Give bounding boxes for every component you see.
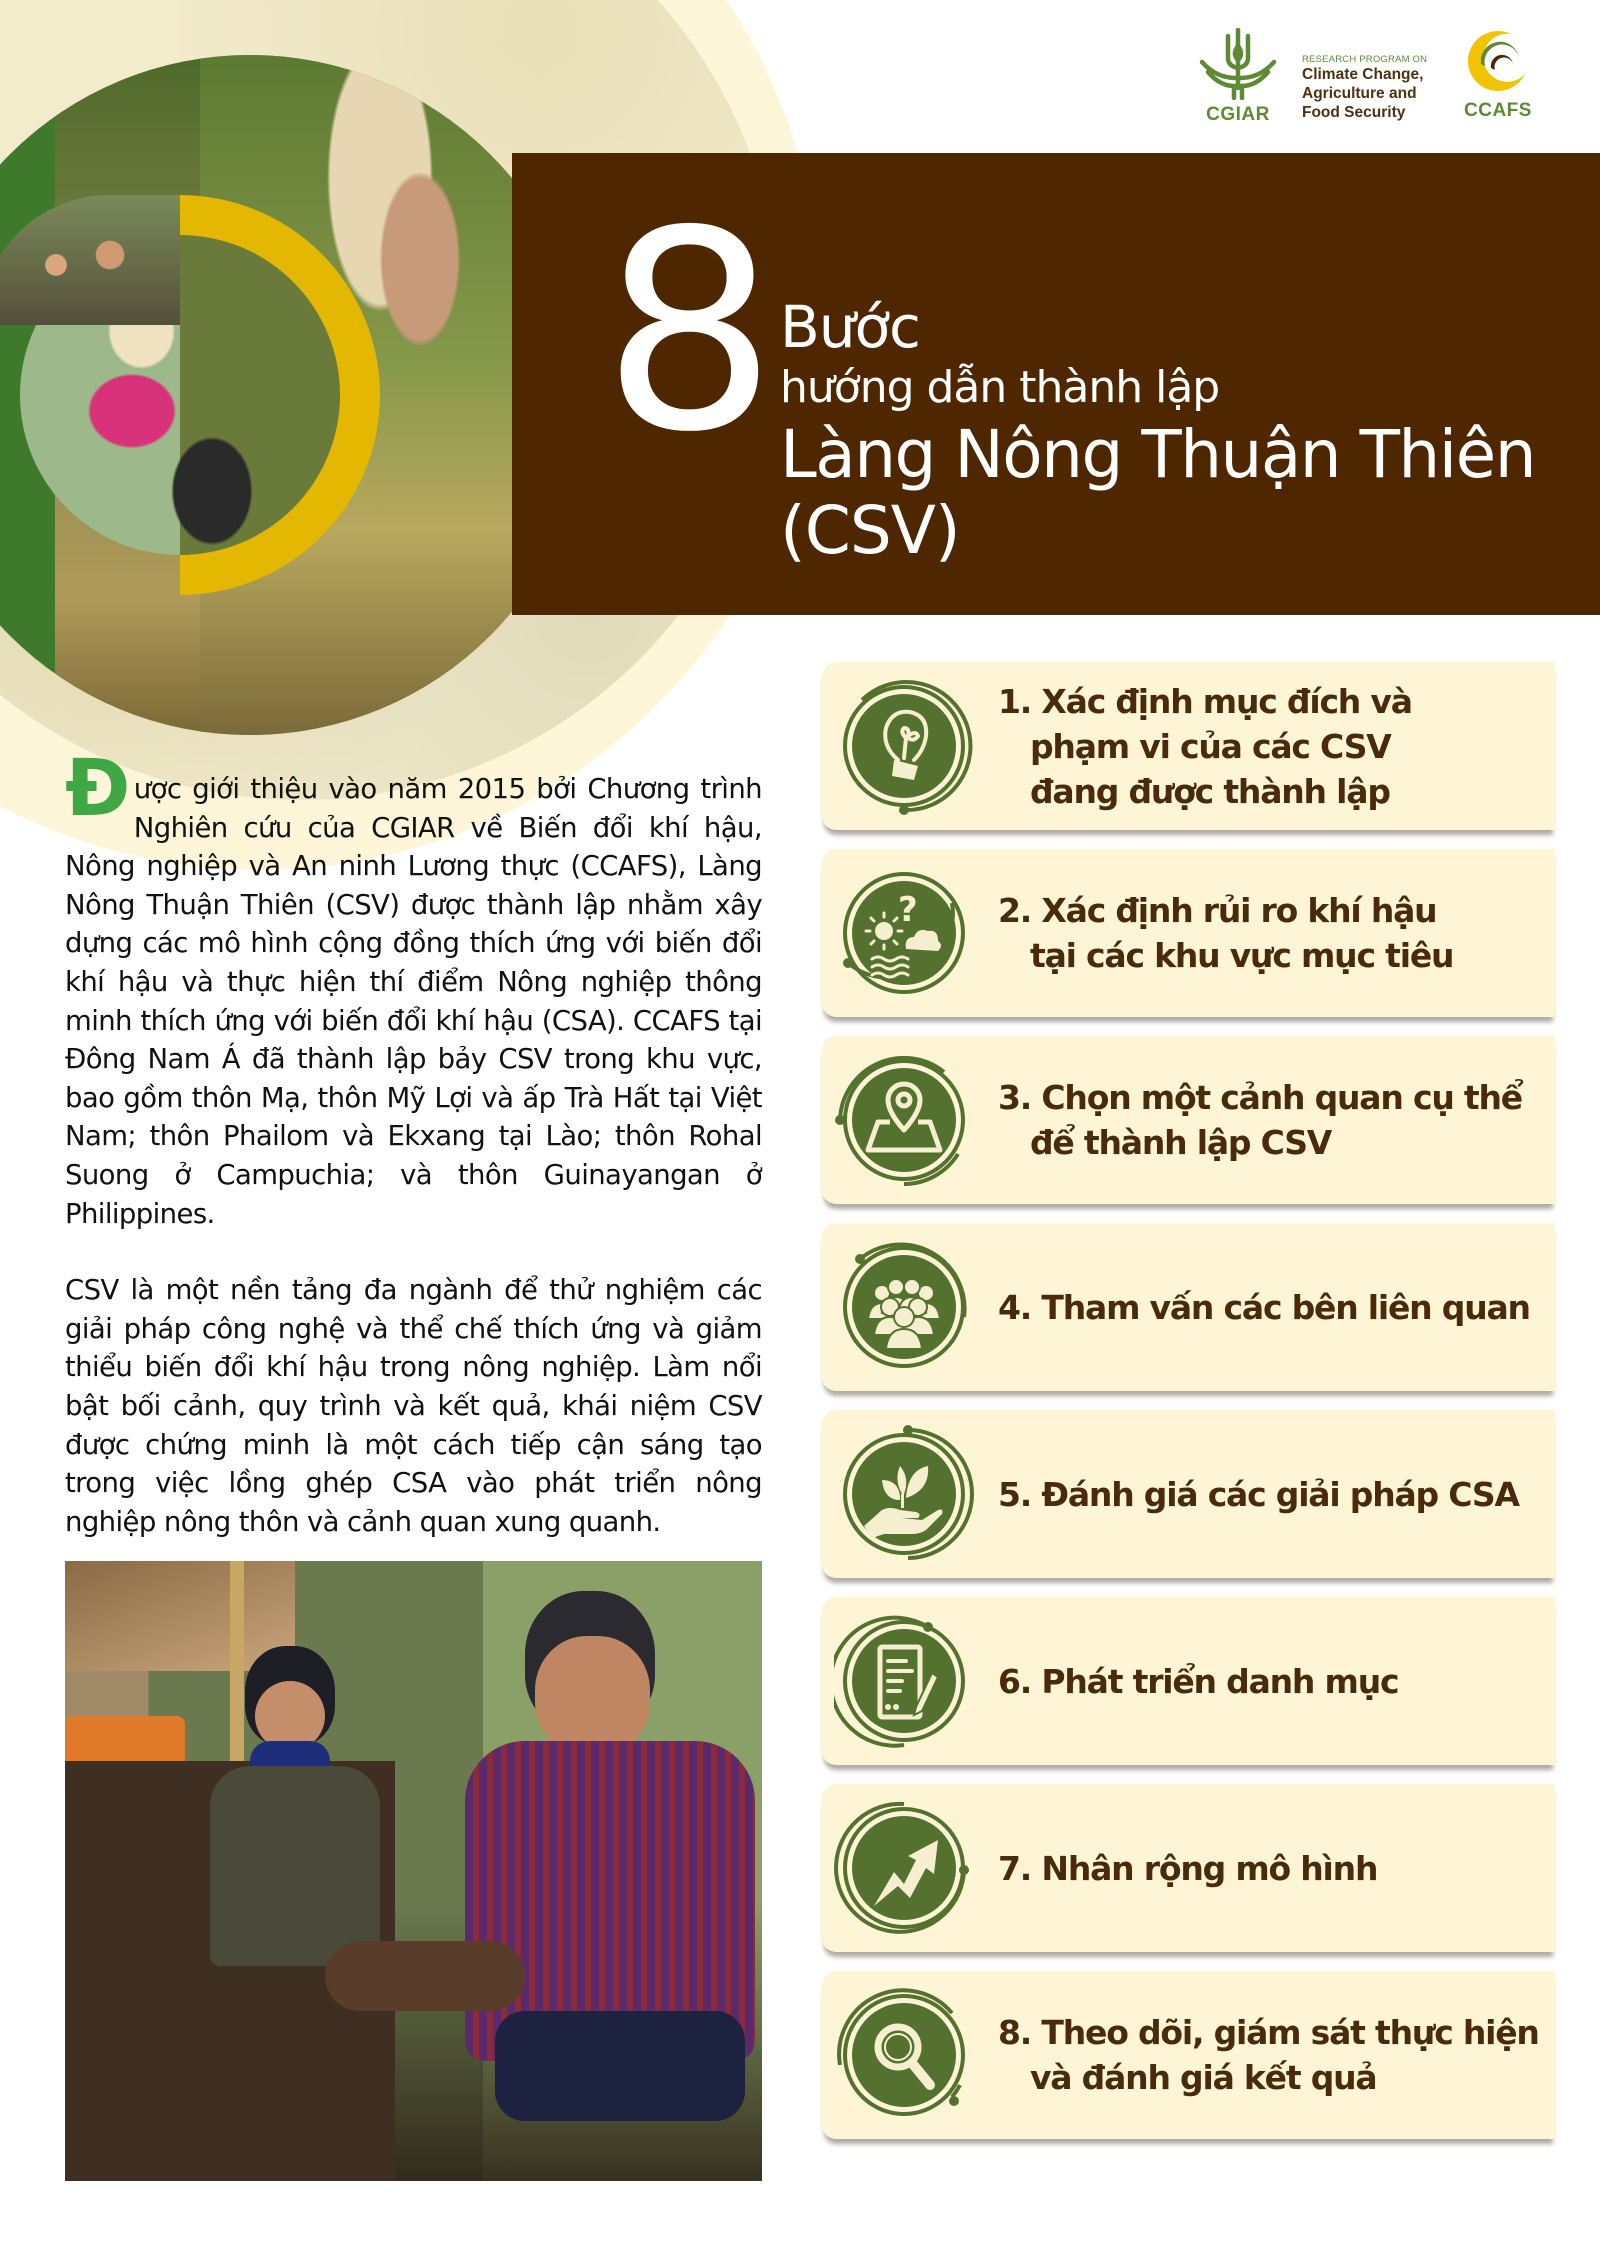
step-2-number: 2. [998, 891, 1032, 930]
farmers-compost-photo [65, 1561, 762, 2181]
step-8-line-2: và đánh giá kết quả [1030, 2058, 1377, 2097]
map-pin-icon [834, 1050, 974, 1190]
program-line-2: Agriculture and [1302, 85, 1417, 102]
step-3-label [998, 1075, 1545, 1165]
program-line-3: Food Security [1302, 104, 1406, 121]
people-group-icon [834, 1237, 974, 1377]
step-3-line-1: Chọn một cảnh quan cụ thể [1041, 1078, 1522, 1117]
photo-collage-circle [0, 55, 590, 735]
magnifier-icon [834, 1985, 974, 2125]
step-2-line-1: Xác định rủi ro khí hậu [1041, 891, 1437, 930]
photo-woman-jacket [210, 1766, 380, 1966]
step-8-line-1: Theo dõi, giám sát thực hiện [1041, 2013, 1539, 2052]
lightbulb-icon [834, 676, 974, 816]
step-4-label [998, 1285, 1545, 1330]
cgiar-logo [1192, 28, 1284, 126]
program-subtitle: RESEARCH PROGRAM ON [1302, 54, 1428, 65]
step-3-number: 3. [998, 1078, 1032, 1117]
plant-in-hand-icon [834, 1424, 974, 1564]
intro-paragraph-2: CSV là một nền tảng đa ngành để thử nghiệm các giải pháp công nghệ và thể chế thích ứng và giảm thiểu biến đổi khí hậu trong nông nghiệp. Làm nổi bật bối cảnh, quy trình và kết quả, khái niệm CSV được chứng minh là một cách tiếp cận sáng tạo trong việc lồng ghép CSA vào phát triển nông nghiệp nông thôn và cảnh quan xung quanh. [65, 1274, 762, 1538]
step-5-line-1: Đánh giá các giải pháp CSA [1041, 1474, 1519, 1514]
climate-risk-icon [834, 863, 974, 1003]
step-card-2 [822, 849, 1555, 1017]
ccafs-crescent-icon [1463, 28, 1533, 98]
step-8-label [998, 2010, 1545, 2100]
research-program-label [1302, 54, 1462, 122]
step-1-line-3: đang được thành lập [1030, 771, 1390, 811]
step-1-label [998, 679, 1545, 814]
step-4-number: 4. [998, 1287, 1032, 1327]
step-3-line-2: để thành lập CSV [1030, 1123, 1332, 1162]
title-number: 8 [602, 172, 772, 492]
title-line-village: Làng Nông Thuận Thiên [780, 416, 1536, 493]
step-card-8 [822, 1971, 1555, 2139]
step-4-line-1: Tham vấn các bên liên quan [1041, 1287, 1530, 1327]
title-line-guide: hướng dẫn thành lập [780, 362, 1220, 413]
step-5-label [998, 1472, 1545, 1517]
step-1-line-1: Xác định mục đích và [1041, 681, 1412, 721]
svg-text:?: ? [898, 890, 918, 930]
photo-man-trousers [495, 2011, 745, 2121]
step-7-line-1: Nhân rộng mô hình [1041, 1848, 1378, 1888]
step-7-number: 7. [998, 1848, 1032, 1888]
dropcap-letter: Đ [65, 744, 130, 834]
ccafs-name: CCAFS [1464, 100, 1532, 121]
title-text [780, 295, 1535, 569]
step-6-number: 6. [998, 1661, 1032, 1701]
step-8-number: 8. [998, 2013, 1032, 2052]
step-card-1 [822, 662, 1555, 830]
step-card-6 [822, 1597, 1555, 1765]
title-banner [512, 153, 1600, 615]
step-5-number: 5. [998, 1474, 1032, 1514]
step-7-label [998, 1846, 1545, 1891]
title-line-steps: Bước [780, 293, 920, 361]
collage-photo-compost [0, 195, 180, 325]
growth-arrow-icon [834, 1798, 974, 1938]
intro-paragraph-1-text: ược giới thiệu vào năm 2015 bởi Chương trình Nghiên cứu của CGIAR về Biến đổi khí hậu, Nông nghiệp và An ninh Lương thực (CCAFS), Làng Nông Thuận Thiên (CSV) được thành lập nhằm xây dựng các mô hình cộng đồng thích ứng với biến đổi khí hậu và thực hiện thí điểm Nông nghiệp thông minh thích ứng với biến đổi khí hậu (CSA). CCAFS tại Đông Nam Á đã thành lập bảy CSV trong khu vực, bao gồm thôn Mạ, thôn Mỹ Lợi và ấp Trà Hất tại Việt Nam; thôn Phailom và Ekxang tại Lào; thôn Rohal Suong ở Campuchia; và thôn Guinayangan ở Philippines. [65, 773, 762, 1230]
photo-man-face [535, 1636, 650, 1756]
step-6-line-1: Phát triển danh mục [1041, 1661, 1399, 1701]
cgiar-name: CGIAR [1206, 104, 1270, 125]
step-card-7 [822, 1784, 1555, 1952]
step-2-label [998, 888, 1545, 978]
step-card-3 [822, 1036, 1555, 1204]
steps-list [822, 662, 1555, 2158]
step-2-line-2: tại các khu vực mục tiêu [1030, 936, 1454, 975]
step-1-number: 1. [998, 681, 1032, 721]
step-1-line-2: phạm vi của các CSV [1030, 726, 1391, 766]
title-line-abbrev: (CSV) [780, 492, 960, 569]
photo-woman-farmer [205, 1646, 375, 1946]
step-card-4 [822, 1223, 1555, 1391]
document-pen-icon [834, 1611, 974, 1751]
step-6-label [998, 1659, 1545, 1704]
intro-text [65, 744, 762, 1541]
step-card-5 [822, 1410, 1555, 1578]
photo-man-farmer [465, 1591, 755, 2151]
ccafs-logo [1458, 28, 1538, 122]
program-line-1: Climate Change, [1302, 66, 1424, 83]
cgiar-wheat-icon [1198, 28, 1278, 100]
photo-hands-with-soil [325, 1941, 525, 2011]
intro-paragraph-1 [65, 744, 762, 1233]
